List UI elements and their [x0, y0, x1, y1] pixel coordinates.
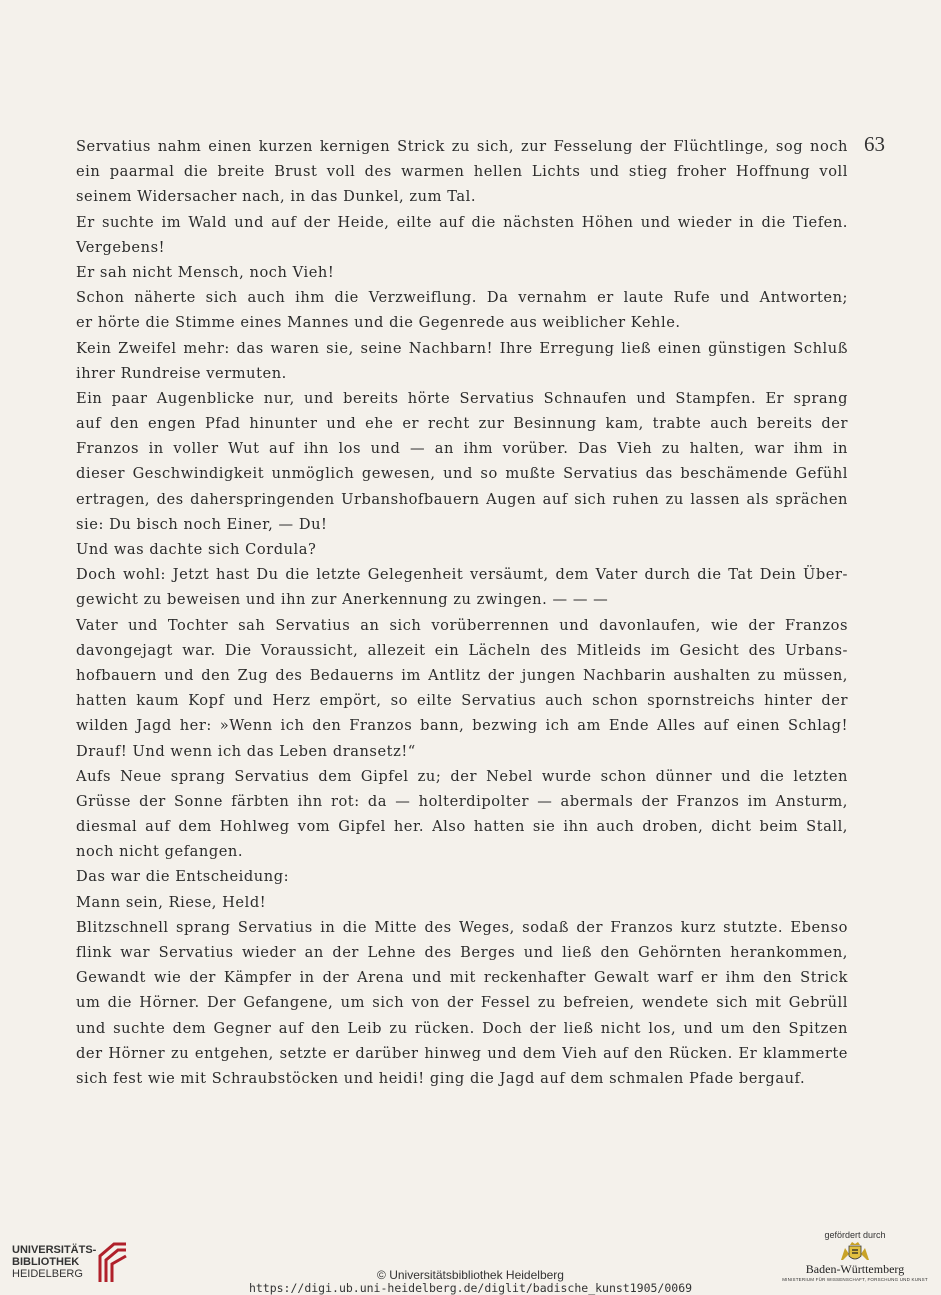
footer: [0, 1230, 941, 1295]
text-line: seinem Widersacher nach, in das Dunkel, zum Tal.: [76, 188, 477, 206]
library-name-line: BIBLIOTHEK: [12, 1256, 80, 1268]
text-line: Aufs Neue sprang Servatius dem Gipfel zu; der Nebel wurde schon dünner und die letzten: [76, 767, 848, 785]
body-text: [76, 134, 848, 1091]
text-line: Gewandt wie der Kämpfer in der Arena und mit reckenhafter Gewalt warf er ihm den Strick: [76, 969, 848, 987]
text-line: Er sah nicht Mensch, noch Vieh!: [76, 263, 335, 281]
text-line: wilden Jagd her: »Wenn ich den Franzos bann, bezwing ich am Ende Alles auf einen Schlag!: [76, 717, 848, 735]
text-line: Und was dachte sich Cordula?: [76, 541, 317, 558]
text-line: Servatius nahm einen kurzen kernigen Strick zu sich, zur Fesselung der Flüchtlinge, sog noch: [76, 138, 848, 155]
text-line: Kein Zweifel mehr: das waren sie, seine Nachbarn! Ihre Erregung ließ einen günstigen Schluß: [76, 339, 848, 357]
text-line: hofbauern und den Zug des Bedauerns im Antlitz der jungen Nachbarin aushalten zu müssen,: [76, 666, 848, 684]
text-line: hatten kaum Kopf und Herz empört, so eilte Servatius auch schon spornstreichs hinter der: [76, 692, 848, 710]
text-line: Vergebens!: [76, 238, 166, 256]
text-line: ihrer Rundreise vermuten.: [76, 364, 287, 382]
permalink[interactable]: https://digi.ub.uni-heidelberg.de/diglit/badische_kunst1905/0069: [248, 1281, 693, 1295]
text-line: ertragen, des daherspringenden Urbanshofbauern Augen auf sich ruhen zu lassen als sprächen: [76, 490, 848, 508]
text-line: Doch wohl: Jetzt hast Du die letzte Gelegenheit versäumt, dem Vater durch die Tat Dein Über-: [76, 566, 848, 584]
text-line: Vater und Tochter sah Servatius an sich vorüberrennen und davonlaufen, wie der Franzos: [76, 616, 848, 634]
text-line: Ein paar Augenblicke nur, und bereits hörte Servatius Schnaufen und Stampfen. Er sprang: [76, 389, 848, 407]
text-line: noch nicht gefangen.: [76, 843, 244, 861]
text-line: davongejagt war. Die Voraussicht, allezeit ein Lächeln des Mitleids im Gesicht des Urbans-: [76, 641, 848, 659]
ministry-name: MINISTERIUM FÜR WISSENSCHAFT, FORSCHUNG UND KUNST: [782, 1277, 928, 1282]
funding-label: gefördert durch: [824, 1230, 886, 1240]
text-line: der Hörner zu entgehen, setzte er darüber hinweg und dem Vieh auf den Rücken. Er klammerte: [76, 1044, 848, 1062]
text-line: flink war Servatius wieder an der Lehne des Berges und ließ den Gehörnten herankommen,: [76, 944, 848, 961]
text-line: Mann sein, Riese, Held!: [76, 893, 267, 911]
text-line: Blitzschnell sprang Servatius in die Mitte des Weges, sodaß der Franzos kurz stutzte. Ebenso: [76, 918, 848, 936]
text-line: diesmal auf dem Hohlweg vom Gipfel her. Also hatten sie ihn auch droben, dicht beim Stall,: [76, 818, 848, 836]
state-name: Baden-Württemberg: [805, 1262, 905, 1276]
text-line: um die Hörner. Der Gefangene, um sich von der Fessel zu befreien, wendete sich mit Gebrüll: [76, 994, 848, 1012]
text-line: Grüsse der Sonne färbten ihn rot: da — holterdipolter — abermals der Franzos im Ansturm,: [76, 792, 848, 810]
text-line: ein paarmal die breite Brust voll des warmen hellen Lichts und stieg froher Hoffnung voll: [76, 163, 848, 181]
text-line: Das war die Entscheidung:: [76, 868, 290, 886]
text-line: Drauf! Und wenn ich das Leben dransetz!“: [76, 742, 416, 760]
text-line: sie: Du bisch noch Einer, — Du!: [76, 515, 328, 533]
text-line: er hörte die Stimme eines Mannes und die Gegenrede aus weiblicher Kehle.: [76, 314, 681, 332]
text-line: dieser Geschwindigkeit unmöglich gewesen, und so mußte Servatius das beschämende Gefühl: [76, 465, 848, 483]
text-line: und suchte dem Gegner auf den Leib zu rücken. Doch der ließ nicht los, und um den Spitzen: [76, 1019, 848, 1037]
page-number: 63: [864, 132, 885, 156]
text-line: Schon näherte sich auch ihm die Verzweiflung. Da vernahm er laute Rufe und Antworten;: [76, 289, 848, 307]
funding-logo: [780, 1230, 930, 1282]
state-crest-icon: [835, 1242, 875, 1262]
text-line: auf den engen Pfad hinunter und ehe er recht zur Besinnung kam, trabte auch bereits der: [76, 415, 848, 433]
text-line: Er suchte im Wald und auf der Heide, eilte auf die nächsten Höhen und wieder in die Tiefen.: [76, 213, 848, 231]
library-name-line: HEIDELBERG: [12, 1268, 83, 1280]
copyright-notice: © Universitätsbibliothek Heidelberg: [377, 1268, 564, 1282]
text-line: sich fest wie mit Schraubstöcken und heidi! ging die Jagd auf dem schmalen Pfade bergauf.: [76, 1069, 806, 1087]
library-name-line: UNIVERSITÄTS-: [12, 1244, 97, 1256]
text-line: Franzos in voller Wut auf ihn los und — an ihm vorüber. Das Vieh zu halten, war ihm in: [76, 440, 848, 458]
text-line: gewicht zu beweisen und ihn zur Anerkennung zu zwingen. — — —: [76, 591, 609, 609]
